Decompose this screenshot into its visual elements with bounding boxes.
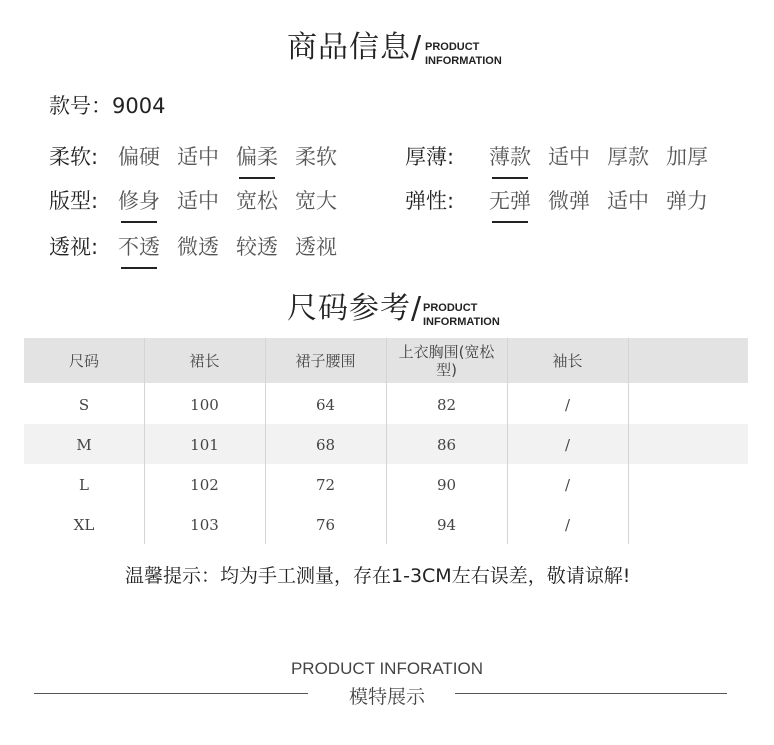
cell-skirt-length: 103 <box>190 516 219 534</box>
cell-sleeve-length: / <box>564 436 571 454</box>
attribute-option: 偏硬 <box>118 145 160 169</box>
attribute-option-selected: 修身 <box>118 185 160 215</box>
header-top-bust-line2: 型) <box>436 361 457 379</box>
cell-sleeve-length: / <box>564 476 571 494</box>
cell-top-bust: 82 <box>436 396 457 414</box>
attribute-option: 厚款 <box>607 145 649 169</box>
cell-skirt-waist: 68 <box>315 436 336 454</box>
cell-sleeve-length: / <box>564 396 571 414</box>
header-top-bust-line1: 上衣胸围(宽松 <box>398 343 495 361</box>
attribute-option: 透视 <box>295 235 337 259</box>
column-divider <box>628 338 629 544</box>
size-chart-title: 尺码参考/ <box>287 291 423 326</box>
attribute-option: 适中 <box>607 189 649 213</box>
attribute-label: 弹性: <box>405 189 455 213</box>
product-info-subtitle-line1: PRODUCT <box>425 41 480 53</box>
header-top-bust <box>386 343 507 379</box>
measurement-note: 温馨提示：均为手工测量，存在1-3CM左右误差，敬请谅解! <box>125 565 631 587</box>
attribute-label: 透视: <box>49 235 99 259</box>
attribute-option-selected: 无弹 <box>489 185 531 215</box>
attribute-option-selected: 不透 <box>118 231 160 261</box>
cell-skirt-waist: 64 <box>315 396 336 414</box>
cell-sleeve-length: / <box>564 516 571 534</box>
footer-chinese-title: 模特展示 <box>348 686 425 708</box>
cell-skirt-length: 100 <box>190 396 219 414</box>
cell-size: M <box>76 436 92 454</box>
size-chart-subtitle-line2: INFORMATION <box>423 316 500 328</box>
cell-top-bust: 94 <box>436 516 457 534</box>
attribute-option: 弹力 <box>666 189 708 213</box>
attribute-option: 微透 <box>177 235 219 259</box>
attribute-option: 适中 <box>177 145 219 169</box>
attribute-option-selected: 薄款 <box>489 141 531 171</box>
cell-top-bust: 86 <box>436 436 457 454</box>
attribute-label: 厚薄: <box>405 145 455 169</box>
cell-top-bust: 90 <box>436 476 457 494</box>
attribute-option: 微弹 <box>548 189 590 213</box>
attribute-option: 宽松 <box>236 189 278 213</box>
attribute-option: 加厚 <box>666 145 708 169</box>
footer-divider-right <box>455 693 727 694</box>
cell-size: L <box>79 476 89 494</box>
style-number: 款号：9004 <box>49 94 166 118</box>
product-info-title: 商品信息/ <box>287 30 423 65</box>
attribute-option: 较透 <box>236 235 278 259</box>
cell-skirt-waist: 76 <box>315 516 336 534</box>
header-size: 尺码 <box>68 352 99 370</box>
size-chart-subtitle-line1: PRODUCT <box>423 302 478 314</box>
attribute-option: 适中 <box>548 145 590 169</box>
product-info-subtitle <box>425 40 502 68</box>
cell-skirt-length: 102 <box>190 476 219 494</box>
attribute-option: 宽大 <box>295 189 337 213</box>
header-sleeve-length: 袖长 <box>552 352 583 370</box>
cell-skirt-waist: 72 <box>315 476 336 494</box>
header-skirt-waist: 裙子腰围 <box>295 352 356 370</box>
cell-skirt-length: 101 <box>190 436 219 454</box>
attribute-option-selected: 偏柔 <box>236 141 278 171</box>
attribute-option: 柔软 <box>295 145 337 169</box>
attribute-option: 适中 <box>177 189 219 213</box>
footer-english-title: PRODUCT INFORATION <box>290 659 484 678</box>
cell-size: XL <box>73 516 95 534</box>
cell-size: S <box>78 396 90 414</box>
attribute-label: 版型: <box>49 189 99 213</box>
size-chart-subtitle <box>423 301 500 329</box>
attribute-label: 柔软: <box>49 145 99 169</box>
product-info-subtitle-line2: INFORMATION <box>425 55 502 67</box>
header-skirt-length: 裙长 <box>189 352 220 370</box>
